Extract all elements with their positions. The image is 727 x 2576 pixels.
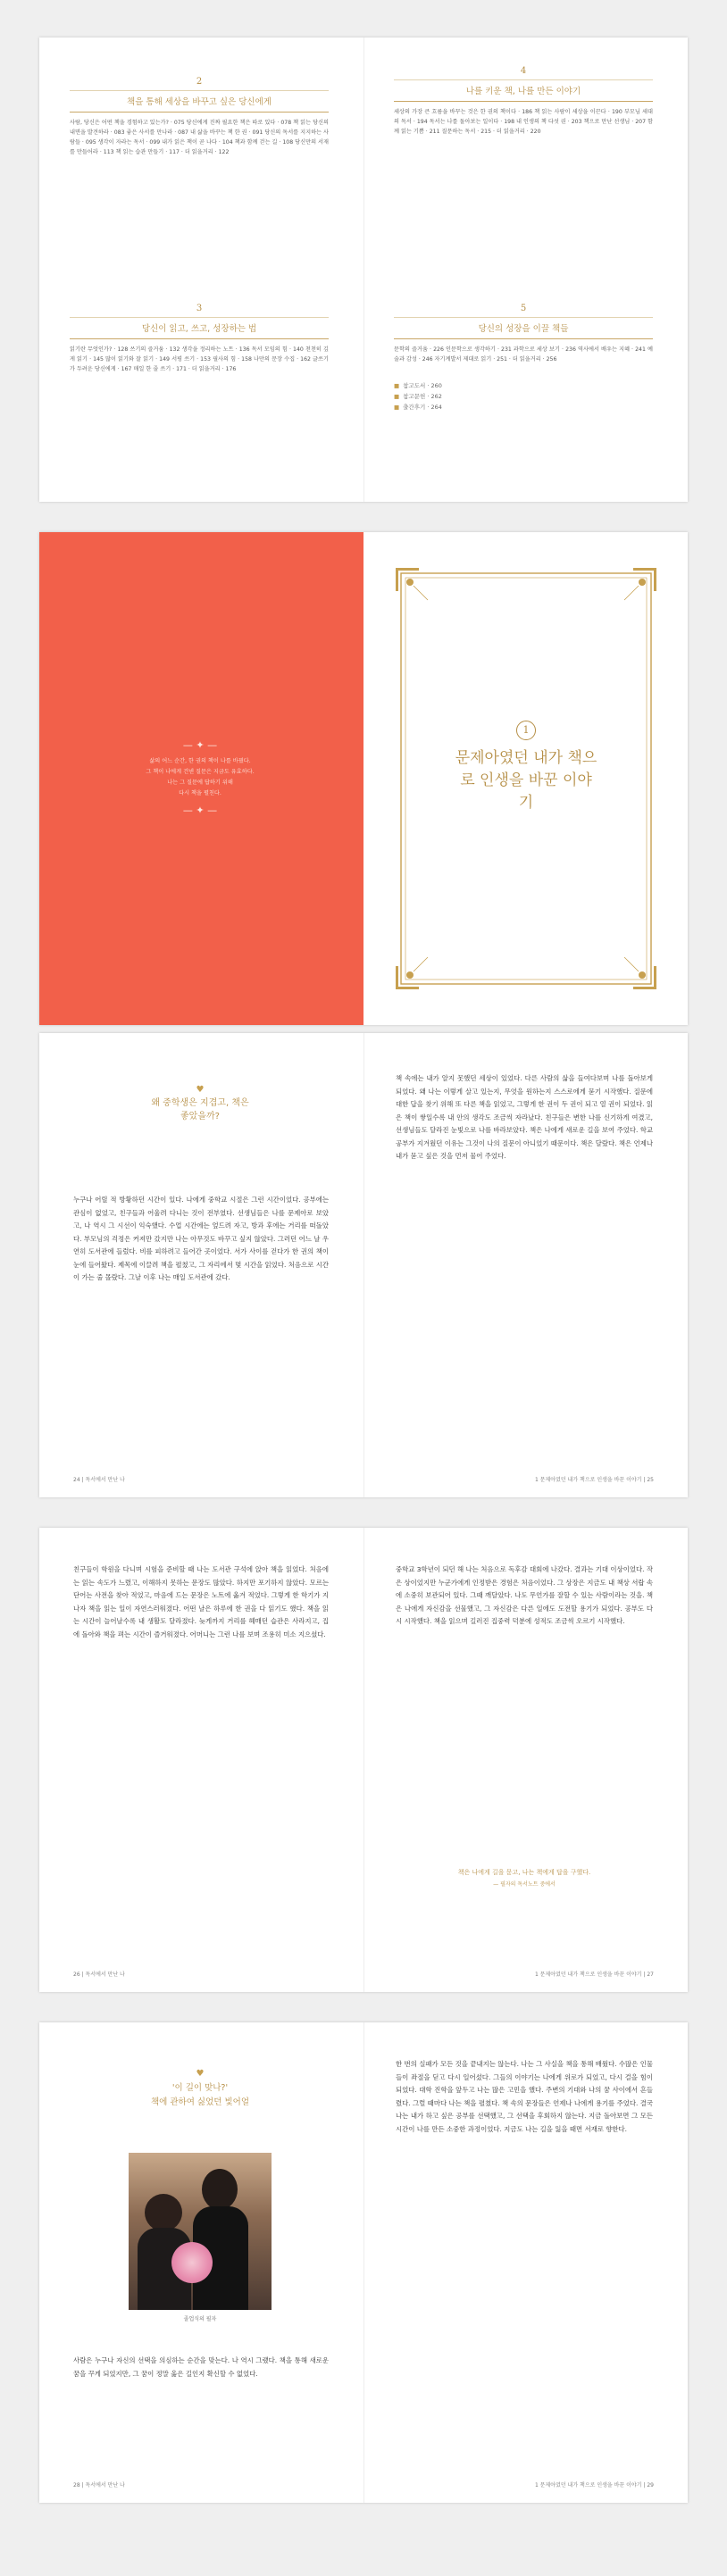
toc-spread xyxy=(39,38,688,502)
part-opener-spread xyxy=(39,532,688,1025)
coral-page xyxy=(39,532,364,1025)
toc-section-3 xyxy=(70,304,329,374)
page-26 xyxy=(39,1528,364,1992)
bullet-icon: ■ xyxy=(394,404,400,411)
heart-icon: ♥ xyxy=(196,2069,205,2079)
body-paragraph: 한 번의 실패가 모든 것을 끝내지는 않는다. 나는 그 사실을 책을 통해 배웠다. 수많은 인물들이 좌절을 딛고 다시 일어섰다. 그들의 이야기는 나에게 위로가 되었고, 다시 걸을 힘이 되었다. 대학 진학을 앞두고 나는 많은 고민을 했다. 주변의 기대와 나의 꿈 사이에서 흔들렸다. 그럴 때마다 나는 책을 펼쳤다. 책 속의 문장들은 언제나 나에게 용기를 주었다. 결국 나는 내가 하고 싶은 공부를 선택했고, 그 선택을 후회하지 않는다. 지금 돌아보면 그 모든 시간이 나를 만든 소중한 과정이었다. 지금도 나는 길을 잃을 때면 서재로 향한다. xyxy=(396,2060,653,2133)
list-item: ■ 참고도서 · 260 xyxy=(394,382,442,389)
part-title: 문제아였던 내가 책으로 인생을 바꾼 이야기 xyxy=(455,749,597,812)
epigraph-line: 그 책이 나에게 건넨 질문은 지금도 유효하다. xyxy=(146,769,255,775)
section-entries: 읽기란 무엇인가? · 128 쓰기의 즐거움 · 132 생각을 정리하는 노트 · 136 독서 모임의 힘 · 140 천천히 깊게 읽기 · 145 많이 읽기와 잘 읽기 · 149 서평 쓰기 · 153 필사의 힘 · 158 나만의 문장 수집 · 162 글쓰기가 두려운 당신에게 · 167 매일 한 줄 쓰기 · 171 · 더 읽을거리 · 176 xyxy=(70,346,329,372)
toc-section-4 xyxy=(394,66,653,137)
body-paragraph: 친구들이 학원을 다니며 시험을 준비할 때 나는 도서관 구석에 앉아 책을 읽었다. 처음에는 읽는 속도가 느렸고, 이해하지 못하는 문장도 많았다. 하지만 포기하지 않았다. 모르는 단어는 사전을 찾아 적었고, 마음에 드는 문장은 노트에 옮겨 적었다. 그렇게 한 학기가 지나자 책을 읽는 일이 자연스러워졌다. 어떤 날은 하루에 한 권을 다 읽기도 했다. 책을 읽는 시간이 늘어날수록 내 생활도 달라졌다. 늦게까지 거리를 헤매던 습관은 사라지고, 집에 돌아와 책을 펴는 시간이 즐거워졌다. 어머니는 그런 나를 보며 조용히 미소 지으셨다. xyxy=(73,1565,329,1638)
text-spread-26-27 xyxy=(39,1528,688,1992)
page-28 xyxy=(39,2022,364,2503)
quote-source: — 필자의 독서노트 중에서 xyxy=(493,1881,556,1888)
body-paragraph: 사람은 누구나 자신의 선택을 의심하는 순간을 맞는다. 나 역시 그랬다. 책을 통해 새로운 꿈을 꾸게 되었지만, 그 꿈이 정말 옳은 길인지 확신할 수 없었다. xyxy=(73,2356,329,2378)
section-number: 4 xyxy=(520,66,527,76)
section-entries: 사람, 당신은 어떤 책을 경험하고 있는가? · 075 당신에게 진짜 필요한 책은 따로 있다 · 078 책 읽는 당신의 내면을 발견하라 · 083 좋은 사서를 만나라 · 087 내 삶을 바꾸는 책 한 권 · 091 당신의 독서를 지지하는 사람들 · 095 생각이 자라는 독서 · 099 내가 읽은 책이 곧 나다 · 104 책과 함께 걷는 길 · 108 당신만의 서재를 만들어라 · 113 책 읽는 습관 만들기 · 117 · 더 읽을거리 · 122 xyxy=(70,120,329,155)
list-item: ■ 참고문헌 · 262 xyxy=(394,393,442,400)
toc-section-5 xyxy=(394,304,653,413)
section-title: 당신이 읽고, 쓰고, 성장하는 법 xyxy=(70,317,329,339)
photo-caption: 졸업식의 필자 xyxy=(183,2316,217,2322)
section-entries: 세상의 가장 큰 흐름을 바꾸는 것은 한 권의 책이다 · 186 책 읽는 사람이 세상을 이끈다 · 190 부모님 세대의 독서 · 194 독서는 나를 돌아보는 일이다 · 198 내 인생의 책 다섯 권 · 203 책으로 만난 선생님 · 207 함께 읽는 기쁨 · 211 질문하는 독서 · 215 · 더 읽을거리 · 220 xyxy=(394,109,653,135)
page-27 xyxy=(364,1528,688,1992)
epigraph xyxy=(111,739,289,816)
page-29 xyxy=(364,2022,688,2503)
page-24 xyxy=(39,1033,364,1497)
epigraph-line: 나는 그 질문에 답하기 위해 xyxy=(167,779,233,786)
section-number: 5 xyxy=(520,304,527,313)
bullet-icon: ■ xyxy=(394,382,400,389)
ornament-top-icon: — ✦ — xyxy=(182,739,218,751)
section-number: 3 xyxy=(196,304,203,313)
folio-right: 1 문제아였던 내가 책으로 인생을 바꾼 이야기 | 25 xyxy=(534,1477,654,1483)
pull-quote xyxy=(396,1867,653,1888)
body-paragraph: 누구나 어릴 적 방황하던 시간이 있다. 나에게 중학교 시절은 그런 시간이었다. 공부에는 관심이 없었고, 친구들과 어울려 다니는 것이 전부였다. 선생님들은 나를 문제아로 보았고, 나 역시 그 시선이 익숙했다. 수업 시간에는 엎드려 자고, 방과 후에는 거리를 떠돌았다. 부모님의 걱정은 커져만 갔지만 나는 아무것도 바꾸고 싶지 않았다. 그러던 어느 날 우연히 도서관에 들렀다. 비를 피하려고 들어간 곳이었다. 서가 사이를 걷다가 한 권의 책이 눈에 들어왔다. 제목에 이끌려 책을 펼쳤고, 그 자리에서 몇 시간을 읽었다. 처음으로 시간이 가는 줄 몰랐다. 그날 이후 나는 매일 도서관에 갔다. xyxy=(73,1196,329,1281)
list-item: ■ 출간후기 · 264 xyxy=(394,404,442,411)
page-25 xyxy=(364,1033,688,1497)
body-paragraph: 책 속에는 내가 알지 못했던 세상이 있었다. 다른 사람의 삶을 들여다보며 나를 돌아보게 되었다. 왜 나는 이렇게 살고 있는지, 무엇을 원하는지 스스로에게 묻기 시작했다. 질문에 대한 답을 찾기 위해 또 다른 책을 읽었고, 그렇게 한 권이 두 권이 되고 열 권이 되었다. 읽은 책이 쌓일수록 내 안의 생각도 조금씩 자라났다. 친구들은 변한 나를 신기하게 여겼고, 선생님들도 달라진 눈빛으로 나를 바라보았다. 책은 나에게 새로운 길을 보여 주었다. 학교 공부가 지겨웠던 이유는 그것이 나의 질문이 아니었기 때문이다. 책은 달랐다. 책은 언제나 내가 묻고 싶은 것을 먼저 물어 주었다. xyxy=(396,1074,653,1160)
heart-icon: ♥ xyxy=(196,1085,205,1095)
body-paragraph: 중학교 3학년이 되던 해 나는 처음으로 독후감 대회에 나갔다. 결과는 기대 이상이었다. 작은 상이었지만 누군가에게 인정받은 경험은 처음이었다. 그 상장은 지금도 내 책상 서랍 속에 소중히 보관되어 있다. 그때 깨달았다. 나도 무언가를 잘할 수 있는 사람이라는 것을. 책은 나에게 자신감을 선물했고, 그 자신감은 다른 일에도 도전할 용기가 되었다. 공부도 다시 시작했다. 책을 읽으며 길러진 집중력 덕분에 성적도 조금씩 오르기 시작했다. xyxy=(396,1565,653,1625)
toc-right-page xyxy=(364,38,688,502)
toc-section-2 xyxy=(70,77,329,157)
text-spread-24-25 xyxy=(39,1033,688,1497)
toc-appendix-list xyxy=(394,380,653,413)
folio-right: 1 문제아였던 내가 책으로 인생을 바꾼 이야기 | 27 xyxy=(534,1972,654,1978)
epigraph-line: 다시 책을 펼친다. xyxy=(179,790,221,796)
folio-left: 26 | 독서에서 만난 나 xyxy=(73,1972,125,1978)
text-spread-28-29 xyxy=(39,2022,688,2503)
section-title: 나를 키운 책, 나를 만든 이야기 xyxy=(394,79,653,102)
section-title: 책을 통해 세상을 바꾸고 싶은 당신에게 xyxy=(70,90,329,113)
heading-text: 책에 관하여 싫었던 빛어얼 xyxy=(150,2097,249,2107)
section-title: 당신의 성장을 이끌 책들 xyxy=(394,317,653,339)
toc-left-page xyxy=(39,38,364,502)
folio-right: 1 문제아였던 내가 책으로 인생을 바꾼 이야기 | 29 xyxy=(534,2482,654,2488)
chapter-heading xyxy=(111,1085,289,1123)
part-heading xyxy=(417,720,635,814)
section-number: 2 xyxy=(196,77,203,87)
graduation-photo xyxy=(129,2153,272,2310)
chapter-heading xyxy=(93,2069,307,2107)
epigraph-line: 삶의 어느 순간, 한 권의 책이 나를 바꿨다. xyxy=(149,758,251,764)
ornament-bottom-icon: — ✦ — xyxy=(182,804,218,816)
folio-left: 28 | 독서에서 만난 나 xyxy=(73,2482,125,2488)
part-number-badge xyxy=(516,721,536,740)
quote-text: 책은 나에게 길을 묻고, 나는 책에게 답을 구했다. xyxy=(457,1869,591,1876)
heading-small: '이 길이 맞나?' xyxy=(171,2083,229,2093)
framed-title-page xyxy=(364,532,688,1025)
bullet-icon: ■ xyxy=(394,393,400,400)
heading-text: 왜 중학생은 지겹고, 책은 좋았을까? xyxy=(151,1098,249,1121)
part-number: 1 xyxy=(522,724,530,736)
folio-left: 24 | 독서에서 만난 나 xyxy=(73,1477,125,1483)
section-entries: 문학의 즐거움 · 226 인문학으로 생각하기 · 231 과학으로 세상 보기 · 236 역사에서 배우는 지혜 · 241 예술과 감성 · 246 자기계발서 제대로 읽기 · 251 · 더 읽을거리 · 256 xyxy=(394,346,653,363)
